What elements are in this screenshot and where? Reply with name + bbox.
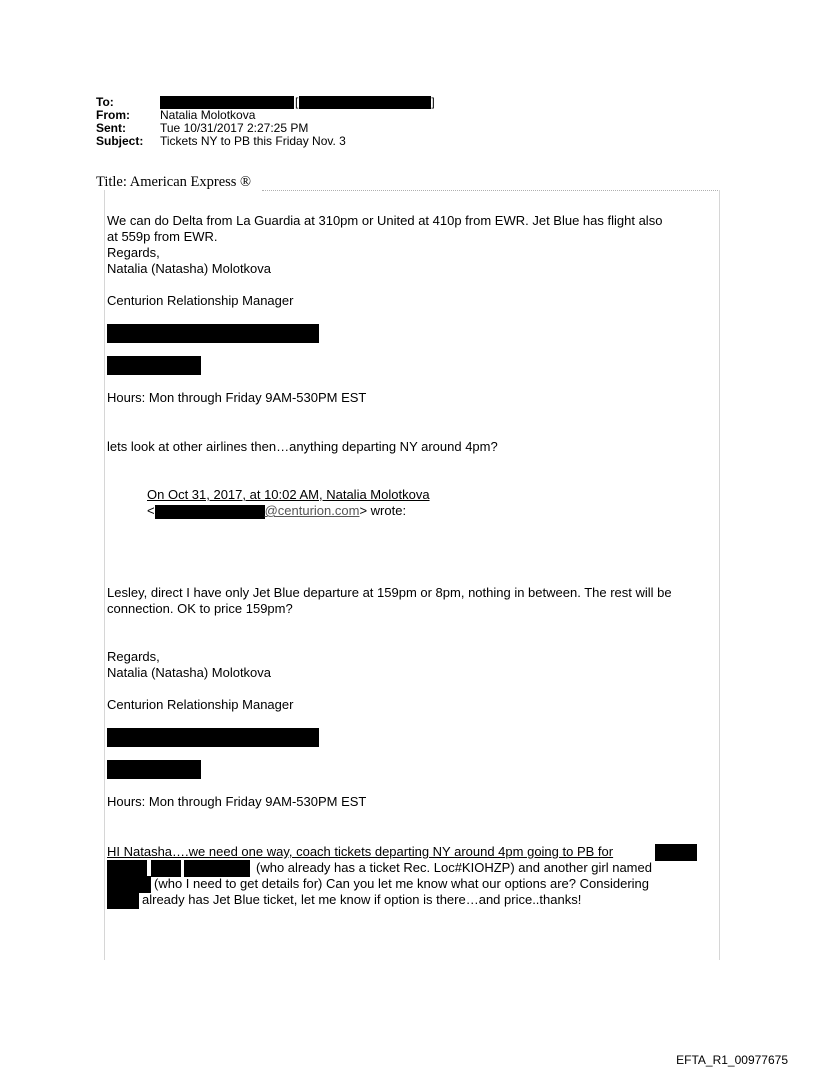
p3-line2: connection. OK to price 159pm?	[107, 601, 293, 616]
subject-value: Tickets NY to PB this Friday Nov. 3	[160, 134, 346, 148]
redaction-block	[107, 860, 147, 877]
from-label: From:	[96, 108, 130, 122]
from-value: Natalia Molotkova	[160, 108, 256, 122]
subject-row	[96, 135, 435, 148]
redaction-block	[299, 96, 431, 109]
redaction-block	[655, 844, 697, 861]
p2: lets look at other airlines then…anything departing NY around 4pm?	[107, 439, 498, 454]
p4-line1: HI Natasha….we need one way, coach tickets departing NY around 4pm going to PB for	[107, 844, 614, 859]
redaction-block	[107, 356, 201, 375]
sent-value: Tue 10/31/2017 2:27:25 PM	[160, 121, 309, 135]
p3-line1: Lesley, direct I have only Jet Blue departure at 159pm or 8pm, nothing in between. The rest will be	[107, 585, 672, 600]
p1-line1: We can do Delta from La Guardia at 310pm or United at 410p from EWR. Jet Blue has flight also	[107, 213, 663, 228]
to-bracket-close: ]	[431, 95, 435, 109]
hours-2: Hours: Mon through Friday 9AM-530PM EST	[107, 794, 367, 809]
redaction-block	[107, 324, 319, 343]
quote-wrote: > wrote:	[359, 503, 407, 518]
subject-label: Subject:	[96, 134, 144, 148]
document-title: Title: American Express ®	[96, 174, 252, 190]
to-label: To:	[96, 95, 114, 109]
p4-line3: (who I need to get details for) Can you let me know what our options are? Considering	[154, 876, 649, 891]
redaction-block	[151, 860, 181, 877]
quote-lt: <	[147, 503, 155, 518]
quote-line1: On Oct 31, 2017, at 10:02 AM, Natalia Molotkova	[147, 487, 430, 502]
signature-name-2: Natalia (Natasha) Molotkova	[107, 665, 272, 680]
signature-role-2: Centurion Relationship Manager	[107, 697, 294, 712]
p1-line2: at 559p from EWR.	[107, 229, 218, 244]
to-row	[96, 96, 435, 109]
redaction-block	[107, 876, 151, 893]
redaction-block	[107, 728, 319, 747]
quote-line2	[147, 503, 406, 519]
sent-label: Sent:	[96, 121, 126, 135]
document-id-footer: EFTA_R1_00977675	[676, 1053, 788, 1067]
email-link[interactable]: @centurion.com	[264, 503, 360, 518]
regards-2: Regards,	[107, 649, 160, 664]
redaction-block	[184, 860, 250, 877]
signature-name: Natalia (Natasha) Molotkova	[107, 261, 272, 276]
signature-role: Centurion Relationship Manager	[107, 293, 294, 308]
hours: Hours: Mon through Friday 9AM-530PM EST	[107, 390, 367, 405]
p4-line4: already has Jet Blue ticket, let me know if option is there…and price..thanks!	[142, 892, 582, 907]
to-bracket-open: [	[295, 95, 299, 109]
regards: Regards,	[107, 245, 160, 260]
redaction-block	[155, 505, 265, 519]
redaction-block	[107, 892, 139, 909]
p4-line2: (who already has a ticket Rec. Loc#KIOHZP) and another girl named	[256, 860, 652, 875]
redaction-block	[107, 760, 201, 779]
email-header	[96, 96, 435, 148]
